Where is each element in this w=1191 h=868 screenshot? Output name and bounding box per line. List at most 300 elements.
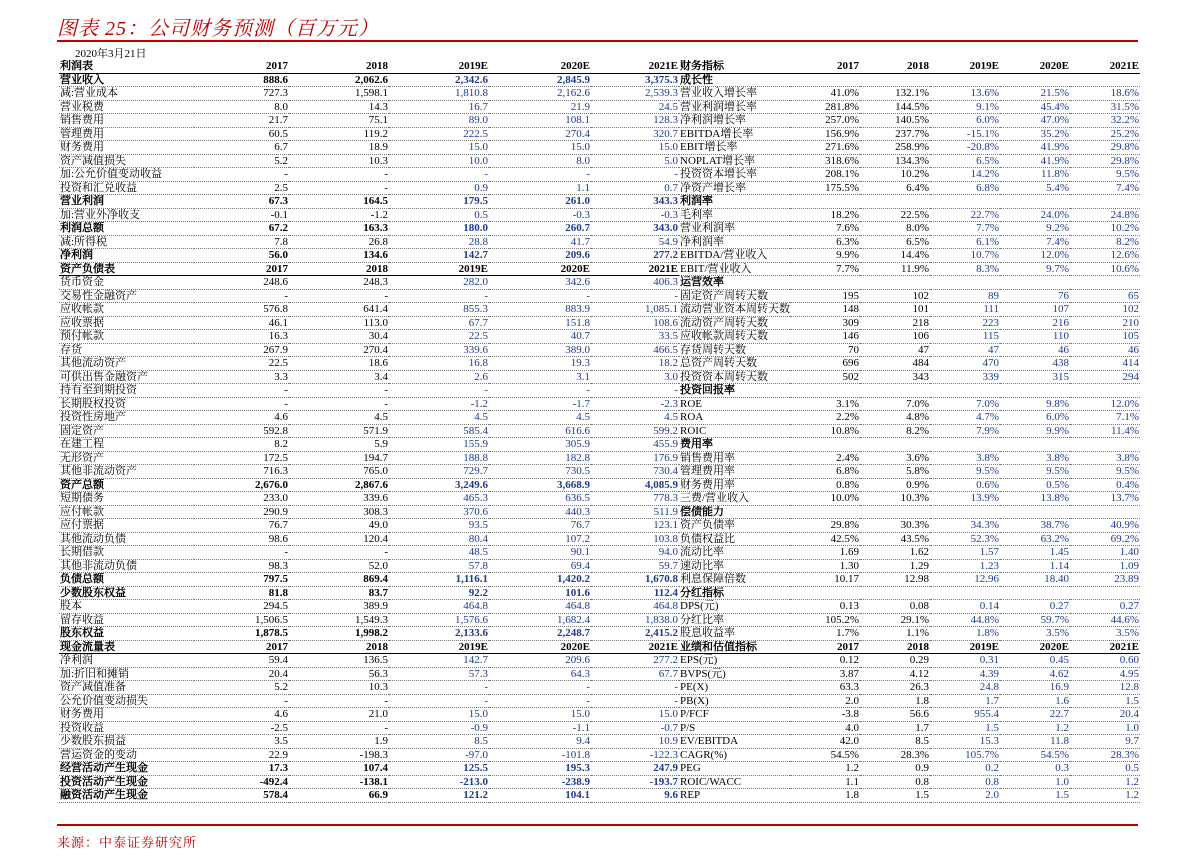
cell-value: 20.4 [1070, 708, 1140, 722]
table-row [59, 451, 679, 465]
table-row [59, 505, 679, 519]
cell-value: 22.9 [194, 748, 289, 762]
row-label: PEG [679, 762, 790, 776]
cell-value: 1.57 [930, 546, 1000, 560]
row-label: 少数股东损益 [59, 735, 194, 749]
cell-value [790, 195, 860, 209]
cell-value: 54.5% [1000, 748, 1070, 762]
cell-value: 0.60 [1070, 654, 1140, 668]
cell-value: 1.2 [790, 762, 860, 776]
cell-value: - [389, 168, 489, 182]
cell-value: 90.1 [489, 546, 591, 560]
cell-value [1000, 586, 1070, 600]
cell-value: 511.9 [591, 505, 679, 519]
row-label: EBIT/营业收入 [679, 262, 790, 276]
cell-value: 599.2 [591, 424, 679, 438]
cell-value: 2.4% [790, 451, 860, 465]
cell-value: 270.4 [489, 127, 591, 141]
cell-value: 194.7 [289, 451, 389, 465]
cell-value: 0.14 [930, 600, 1000, 614]
table-row [679, 559, 1140, 573]
cell-value: 134.6 [289, 249, 389, 263]
cell-value: 1.1 [489, 181, 591, 195]
table-row [679, 721, 1140, 735]
right-indicator-table [679, 60, 1140, 803]
cell-value: - [591, 168, 679, 182]
cell-value: 9.4 [489, 735, 591, 749]
cell-value: 1.5 [1000, 789, 1070, 803]
cell-value: - [591, 289, 679, 303]
cell-value: 1.0 [1000, 775, 1070, 789]
cell-value: 104.1 [489, 789, 591, 803]
cell-value: 464.8 [591, 600, 679, 614]
cell-value: 0.9% [860, 478, 930, 492]
cell-value: 32.2% [1070, 114, 1140, 128]
cell-value: 18.2% [790, 208, 860, 222]
cell-value: 730.4 [591, 465, 679, 479]
cell-value: 406.3 [591, 276, 679, 290]
cell-value: 6.0% [1000, 411, 1070, 425]
cell-value [860, 73, 930, 87]
cell-value [930, 505, 1000, 519]
cell-value: 21.5% [1000, 87, 1070, 101]
cell-value: 22.5 [389, 330, 489, 344]
cell-value: 7.4% [1000, 235, 1070, 249]
row-label: 利润表 [59, 60, 194, 73]
cell-value: 343.3 [591, 195, 679, 209]
row-label: 存货 [59, 343, 194, 357]
cell-value [1070, 195, 1140, 209]
cell-value: 2,133.6 [389, 627, 489, 641]
cell-value: 343 [860, 370, 930, 384]
cell-value: 218 [860, 316, 930, 330]
row-label: 应付票据 [59, 519, 194, 533]
cell-value: 41.9% [1000, 154, 1070, 168]
row-label: NOPLAT增长率 [679, 154, 790, 168]
cell-value: 15.3 [930, 735, 1000, 749]
row-label: 流动资产周转天数 [679, 316, 790, 330]
table-row [59, 195, 679, 209]
table-row [59, 343, 679, 357]
cell-value: 29.1% [860, 613, 930, 627]
cell-value: 172.5 [194, 451, 289, 465]
cell-value: 2021E [1070, 640, 1140, 654]
row-label: 营业利润率 [679, 222, 790, 236]
cell-value: 466.5 [591, 343, 679, 357]
table-row [59, 735, 679, 749]
cell-value: 1.30 [790, 559, 860, 573]
cell-value: 28.3% [860, 748, 930, 762]
cell-value: 0.7 [591, 181, 679, 195]
cell-value: 80.4 [389, 532, 489, 546]
cell-value: - [389, 289, 489, 303]
row-label: 运营效率 [679, 276, 790, 290]
cell-value: 0.8% [790, 478, 860, 492]
cell-value: - [489, 384, 591, 398]
table-row [679, 289, 1140, 303]
cell-value: 270.4 [289, 343, 389, 357]
cell-value: 41.0% [790, 87, 860, 101]
cell-value: 4.5 [389, 411, 489, 425]
row-label: 成长性 [679, 73, 790, 87]
cell-value: 140.5% [860, 114, 930, 128]
table-row [679, 249, 1140, 263]
cell-value: -198.3 [289, 748, 389, 762]
row-label: 投资性房地产 [59, 411, 194, 425]
cell-value: 76.7 [489, 519, 591, 533]
table-row [679, 492, 1140, 506]
table-row [59, 276, 679, 290]
cell-value: 175.5% [790, 181, 860, 195]
cell-value: 10.3 [289, 681, 389, 695]
cell-value: 63.3 [790, 681, 860, 695]
cell-value: -0.9 [389, 721, 489, 735]
row-label: 负债权益比 [679, 532, 790, 546]
table-row [679, 532, 1140, 546]
row-label: 资产减值损失 [59, 154, 194, 168]
cell-value: 89.0 [389, 114, 489, 128]
cell-value: 14.2% [930, 168, 1000, 182]
cell-value: 113.0 [289, 316, 389, 330]
cell-value: 26.8 [289, 235, 389, 249]
cell-value: 3.8% [1000, 451, 1070, 465]
row-label: 存货周转天数 [679, 343, 790, 357]
row-label: 资产减值准备 [59, 681, 194, 695]
cell-value: 105.2% [790, 613, 860, 627]
figure-title: 图表 25：公司财务预测（百万元） [57, 18, 379, 40]
cell-value: 0.9 [860, 762, 930, 776]
table-row [59, 519, 679, 533]
table-row [679, 478, 1140, 492]
row-label: 利息保障倍数 [679, 573, 790, 587]
cell-value: 156.9% [790, 127, 860, 141]
row-label: 财务费用率 [679, 478, 790, 492]
cell-value: 18.9 [289, 141, 389, 155]
row-label: 财务费用 [59, 141, 194, 155]
cell-value: 93.5 [389, 519, 489, 533]
cell-value: 142.7 [389, 654, 489, 668]
cell-value [860, 195, 930, 209]
cell-value: 47.0% [1000, 114, 1070, 128]
row-label: P/FCF [679, 708, 790, 722]
cell-value: 75.1 [289, 114, 389, 128]
cell-value: 123.1 [591, 519, 679, 533]
cell-value: 56.0 [194, 249, 289, 263]
cell-value: 13.6% [930, 87, 1000, 101]
cell-value: 502 [790, 370, 860, 384]
cell-value: 1.0 [1070, 721, 1140, 735]
cell-value [1070, 276, 1140, 290]
cell-value: 883.9 [489, 303, 591, 317]
cell-value: 48.5 [389, 546, 489, 560]
cell-value: 343.0 [591, 222, 679, 236]
cell-value: 0.08 [860, 600, 930, 614]
left-financial-table [59, 60, 679, 803]
cell-value: 2020E [489, 262, 591, 276]
row-label: 其他非流动负债 [59, 559, 194, 573]
table-header-row [59, 262, 679, 276]
cell-value: 2018 [289, 640, 389, 654]
cell-value: 11.9% [860, 262, 930, 276]
cell-value: 9.9% [790, 249, 860, 263]
cell-value: 309 [790, 316, 860, 330]
cell-value: 223 [930, 316, 1000, 330]
cell-value: 6.7 [194, 141, 289, 155]
row-label: PE(X) [679, 681, 790, 695]
row-label: 管理费用率 [679, 465, 790, 479]
row-label: 加:营业外净收支 [59, 208, 194, 222]
row-label: 投资收益 [59, 721, 194, 735]
row-label: 应收帐款 [59, 303, 194, 317]
cell-value: 0.5 [389, 208, 489, 222]
cell-value: 30.4 [289, 330, 389, 344]
cell-value: 7.0% [930, 397, 1000, 411]
cell-value: 1.62 [860, 546, 930, 560]
cell-value: 3,249.6 [389, 478, 489, 492]
cell-value: - [194, 694, 289, 708]
cell-value: 28.3% [1070, 748, 1140, 762]
cell-value: 261.0 [489, 195, 591, 209]
table-row [679, 343, 1140, 357]
cell-value [930, 384, 1000, 398]
table-row [59, 694, 679, 708]
table-row [59, 87, 679, 101]
row-label: 投资和汇兑收益 [59, 181, 194, 195]
row-label: 管理费用 [59, 127, 194, 141]
cell-value: 222.5 [389, 127, 489, 141]
row-label: 应收帐款周转天数 [679, 330, 790, 344]
cell-value [790, 384, 860, 398]
row-label: 三费/营业收入 [679, 492, 790, 506]
cell-value: 2017 [790, 60, 860, 73]
cell-value: 578.4 [194, 789, 289, 803]
cell-value: 2,342.6 [389, 73, 489, 87]
row-label: 股东权益 [59, 627, 194, 641]
table-row [59, 181, 679, 195]
cell-value: 8.2% [1070, 235, 1140, 249]
cell-value: 11.8% [1000, 168, 1070, 182]
cell-value: 10.3 [289, 154, 389, 168]
row-label: 加:公允价值变动收益 [59, 168, 194, 182]
cell-value: - [194, 168, 289, 182]
cell-value: 616.6 [489, 424, 591, 438]
cell-value: 33.5 [591, 330, 679, 344]
row-label: 少数股东权益 [59, 586, 194, 600]
cell-value [860, 505, 930, 519]
cell-value: 10.8% [790, 424, 860, 438]
table-row [679, 357, 1140, 371]
cell-value: -0.3 [489, 208, 591, 222]
table-row [59, 492, 679, 506]
table-row [679, 141, 1140, 155]
cell-value: 0.8 [860, 775, 930, 789]
cell-value: 342.6 [489, 276, 591, 290]
cell-value: - [194, 397, 289, 411]
cell-value: 855.3 [389, 303, 489, 317]
cell-value: 22.5% [860, 208, 930, 222]
cell-value: 4.62 [1000, 667, 1070, 681]
cell-value: 5.9 [289, 438, 389, 452]
row-label: 减:所得税 [59, 235, 194, 249]
cell-value: 111 [930, 303, 1000, 317]
cell-value: 102 [860, 289, 930, 303]
cell-value: 12.0% [1000, 249, 1070, 263]
cell-value: 4,085.9 [591, 478, 679, 492]
cell-value: 209.6 [489, 654, 591, 668]
cell-value: 1.1 [790, 775, 860, 789]
row-label: ROE [679, 397, 790, 411]
cell-value: 765.0 [289, 465, 389, 479]
cell-value: 2020E [1000, 60, 1070, 73]
table-row [679, 762, 1140, 776]
cell-value: 22.7 [1000, 708, 1070, 722]
cell-value: 2.0 [790, 694, 860, 708]
row-label: P/S [679, 721, 790, 735]
cell-value: - [489, 168, 591, 182]
cell-value: -97.0 [389, 748, 489, 762]
table-row [679, 667, 1140, 681]
section-row [679, 586, 1140, 600]
cell-value: 54.5% [790, 748, 860, 762]
row-label: 负债总额 [59, 573, 194, 587]
cell-value: 46 [1070, 343, 1140, 357]
row-label: CAGR(%) [679, 748, 790, 762]
cell-value: -1.2 [389, 397, 489, 411]
cell-value: 4.5 [591, 411, 679, 425]
cell-value: 0.9 [389, 181, 489, 195]
cell-value: 42.0 [790, 735, 860, 749]
cell-value: 13.8% [1000, 492, 1070, 506]
table-row [679, 519, 1140, 533]
table-row [679, 789, 1140, 803]
cell-value: 4.5 [289, 411, 389, 425]
row-label: 无形资产 [59, 451, 194, 465]
row-label: 分红指标 [679, 586, 790, 600]
cell-value: -238.9 [489, 775, 591, 789]
cell-value [790, 438, 860, 452]
cell-value: 277.2 [591, 654, 679, 668]
cell-value: 4.12 [860, 667, 930, 681]
cell-value: 164.5 [289, 195, 389, 209]
cell-value: -3.8 [790, 708, 860, 722]
cell-value: 464.8 [389, 600, 489, 614]
cell-value: 105 [1070, 330, 1140, 344]
cell-value: 12.6% [1070, 249, 1140, 263]
report-date: 2020年3月21日 [75, 48, 147, 60]
cell-value: 176.9 [591, 451, 679, 465]
cell-value: 7.9% [930, 424, 1000, 438]
cell-value: 233.0 [194, 492, 289, 506]
cell-value: - [194, 384, 289, 398]
cell-value: 125.5 [389, 762, 489, 776]
row-label: 净利润增长率 [679, 114, 790, 128]
source-note: 来源：中泰证券研究所 [57, 835, 198, 850]
cell-value: 389.0 [489, 343, 591, 357]
row-label: 业绩和估值指标 [679, 640, 790, 654]
cell-value: - [289, 546, 389, 560]
cell-value: 1.09 [1070, 559, 1140, 573]
cell-value: 8.5 [860, 735, 930, 749]
table-header-row [59, 640, 679, 654]
cell-value: 2017 [194, 60, 289, 73]
cell-value: 2020E [489, 640, 591, 654]
table-row [679, 397, 1140, 411]
cell-value: 2019E [389, 262, 489, 276]
cell-value: 1,838.0 [591, 613, 679, 627]
cell-value: - [591, 681, 679, 695]
cell-value: 103.8 [591, 532, 679, 546]
cell-value: 4.6 [194, 411, 289, 425]
cell-value: 869.4 [289, 573, 389, 587]
row-label: 净资产增长率 [679, 181, 790, 195]
cell-value: 1,549.3 [289, 613, 389, 627]
row-label: 毛利率 [679, 208, 790, 222]
cell-value: 0.27 [1000, 600, 1070, 614]
cell-value: - [194, 546, 289, 560]
section-row [679, 73, 1140, 87]
cell-value: 29.8% [790, 519, 860, 533]
row-label: 减:营业成本 [59, 87, 194, 101]
row-label: 固定资产周转天数 [679, 289, 790, 303]
cell-value: 2020E [489, 60, 591, 73]
cell-value: 3.5% [1000, 627, 1070, 641]
cell-value [790, 73, 860, 87]
cell-value: 43.5% [860, 532, 930, 546]
table-row [679, 600, 1140, 614]
row-label: 营运资金的变动 [59, 748, 194, 762]
cell-value: 182.8 [489, 451, 591, 465]
cell-value: 2,162.6 [489, 87, 591, 101]
row-label: 投资资本增长率 [679, 168, 790, 182]
cell-value [1000, 505, 1070, 519]
cell-value: 0.5% [1000, 478, 1070, 492]
cell-value: 89 [930, 289, 1000, 303]
row-label: 公允价值变动损失 [59, 694, 194, 708]
cell-value: 24.5 [591, 100, 679, 114]
cell-value: 6.5% [930, 154, 1000, 168]
cell-value: 56.3 [289, 667, 389, 681]
cell-value: 277.2 [591, 249, 679, 263]
cell-value: 571.9 [289, 424, 389, 438]
cell-value: 1,085.1 [591, 303, 679, 317]
cell-value: 730.5 [489, 465, 591, 479]
cell-value: 25.2% [1070, 127, 1140, 141]
cell-value: 8.3% [930, 262, 1000, 276]
row-label: 其他非流动资产 [59, 465, 194, 479]
cell-value: 112.4 [591, 586, 679, 600]
cell-value: - [289, 181, 389, 195]
cell-value: 10.9 [591, 735, 679, 749]
cell-value [860, 438, 930, 452]
cell-value: -15.1% [930, 127, 1000, 141]
cell-value [860, 384, 930, 398]
row-label: 固定资产 [59, 424, 194, 438]
table-row [59, 330, 679, 344]
table-row [679, 127, 1140, 141]
cell-value: 2019E [389, 640, 489, 654]
cell-value: -213.0 [389, 775, 489, 789]
row-label: 预付帐款 [59, 330, 194, 344]
cell-value: 2018 [860, 60, 930, 73]
table-row [59, 789, 679, 803]
table-row [679, 208, 1140, 222]
cell-value: 1.7 [860, 721, 930, 735]
table-row [59, 384, 679, 398]
cell-value: - [289, 397, 389, 411]
table-row [679, 235, 1140, 249]
cell-value: - [289, 289, 389, 303]
table-row [679, 748, 1140, 762]
